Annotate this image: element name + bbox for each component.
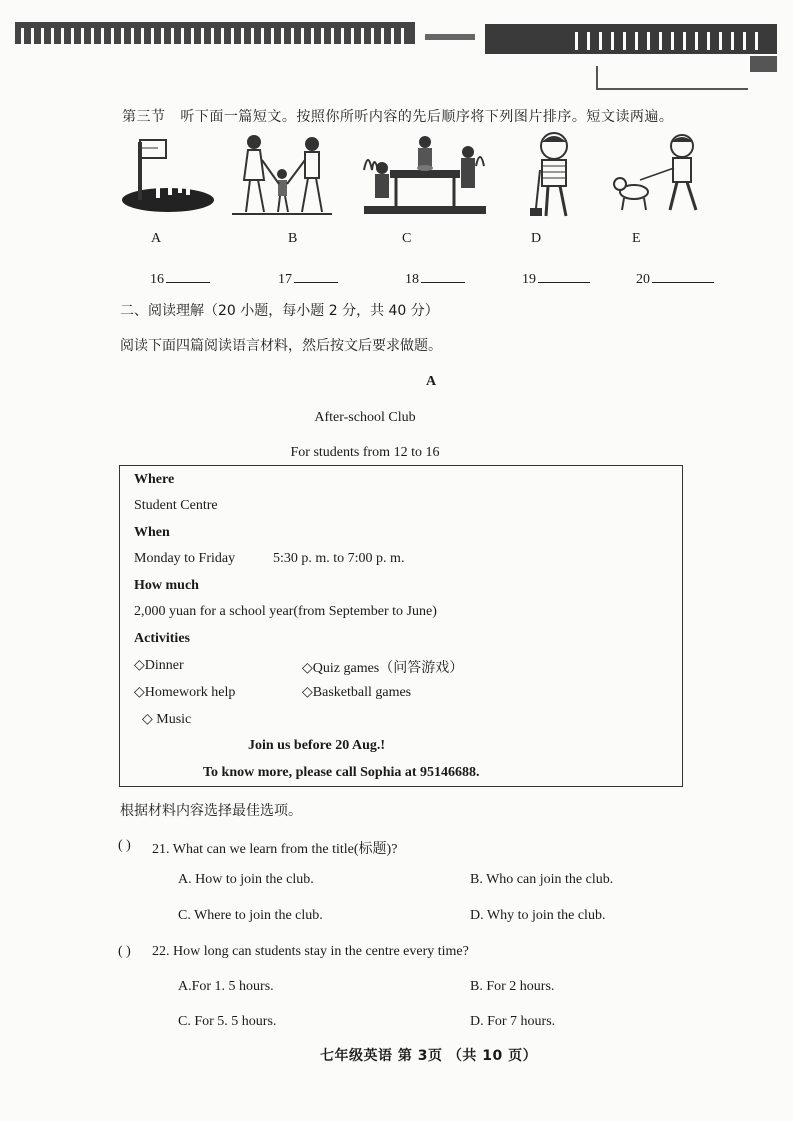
question-22-stem: 22. How long can students stay in the centre every time? [152,944,469,959]
activity-item: ◇Dinner [134,658,184,673]
question-22-option-d[interactable]: D. For 7 hours. [470,1014,556,1029]
answer-blank-19[interactable]: 19 [522,270,590,288]
when-days: Monday to Friday [134,551,236,566]
activities-label: Activities [134,631,190,646]
part2-heading: 二、阅读理解（20 小题，每小题 2 分，共 40 分） [120,303,439,319]
question-21-stem: 21. What can we learn from the title(标题)? [152,842,398,857]
activity-item: ◇Basketball games [302,685,412,700]
club-title: After-school Club [314,410,416,425]
answer-blank-17[interactable]: 17 [278,270,338,288]
howmuch-value: 2,000 yuan for a school year(from September to June) [134,604,437,619]
contact-info: To know more, please call Sophia at 95146688. [203,765,480,780]
picture-label-a: A [151,231,162,246]
activity-item: ◇Quiz games（问答游戏） [302,661,464,676]
activity-item: ◇Homework help [134,685,236,700]
question-22-option-c[interactable]: C. For 5. 5 hours. [178,1014,277,1029]
section3-heading: 第三节 [122,109,166,125]
where-label: Where [134,472,175,487]
family-walking-icon [232,130,332,222]
question-21-option-d[interactable]: D. Why to join the club. [470,908,606,923]
club-subtitle: For students from 12 to 16 [290,445,440,460]
answer-blank-18[interactable]: 18 [405,270,465,288]
answer-bracket-21[interactable]: ( ) [118,838,131,853]
question-22-option-b[interactable]: B. For 2 hours. [470,979,555,994]
family-dinner-icon [360,130,490,222]
boy-walking-dog-icon [610,130,710,222]
where-value: Student Centre [134,498,218,513]
question-21-option-a[interactable]: A. How to join the club. [178,872,314,887]
join-deadline: Join us before 20 Aug.! [248,738,386,753]
howmuch-label: How much [134,578,199,593]
boy-sweeping-icon [526,130,586,222]
basketball-court-icon [118,130,218,222]
picture-label-d: D [531,231,542,246]
activity-item: ◇ Music [142,712,192,727]
when-label: When [134,525,170,540]
part2-instruction: 阅读下面四篇阅读语言材料，然后按文后要求做题。 [120,338,442,354]
when-time: 5:30 p. m. to 7:00 p. m. [273,551,405,566]
question-22-option-a[interactable]: A.For 1. 5 hours. [178,979,274,994]
score-box-corner [596,66,748,90]
answer-blank-20[interactable]: 20 [636,270,714,288]
passage-letter: A [426,374,437,389]
picture-label-b: B [288,231,298,246]
answer-blank-16[interactable]: 16 [150,270,210,288]
question-21-option-b[interactable]: B. Who can join the club. [470,872,614,887]
answer-bracket-22[interactable]: ( ) [118,944,131,959]
question-21-option-c[interactable]: C. Where to join the club. [178,908,323,923]
picture-label-c: C [402,231,412,246]
picture-label-e: E [632,231,641,246]
section3-instruction [122,106,673,126]
page-footer: 七年级英语 第 3页 （共 10 页） [320,1048,538,1064]
section3-text: 听下面一篇短文。按照你所听内容的先后顺序将下列图片排序。短文读两遍。 [180,109,674,125]
task-instruction: 根据材料内容选择最佳选项。 [120,803,302,819]
